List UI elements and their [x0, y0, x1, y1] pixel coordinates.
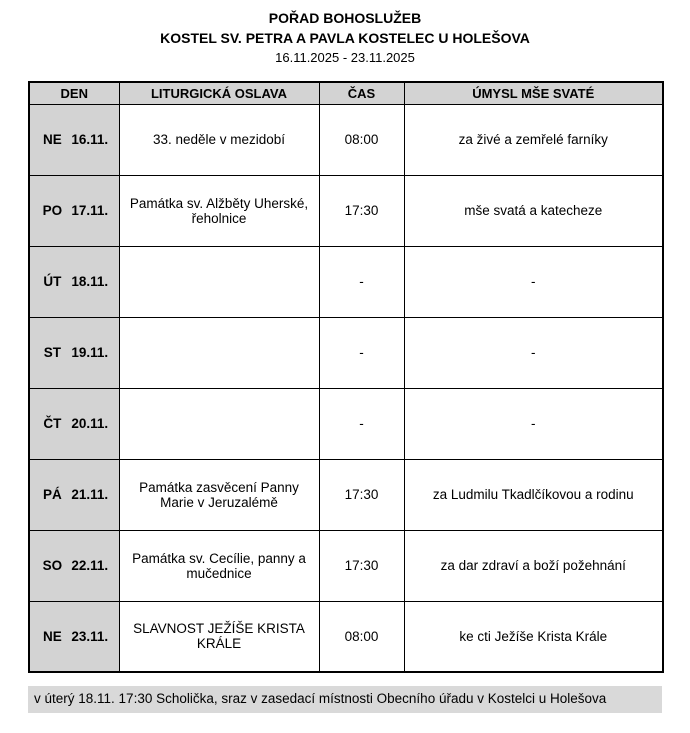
day-cell: [29, 459, 119, 530]
time-cell: -: [319, 388, 404, 459]
time-cell: 08:00: [319, 104, 404, 175]
footer-note: v úterý 18.11. 17:30 Scholička, sraz v zasedací místnosti Obecního úřadu v Kostelci u Holešova: [28, 686, 662, 713]
table-row: [29, 388, 663, 459]
date-range: 16.11.2025 - 23.11.2025: [275, 50, 415, 65]
day-cell: [29, 175, 119, 246]
schedule-table: [28, 81, 664, 673]
celebration-cell: 33. neděle v mezidobí: [119, 104, 319, 175]
day-abbr: ST: [43, 345, 61, 360]
day-date: 16.11.: [71, 132, 109, 147]
celebration-cell: SLAVNOST JEŽÍŠE KRISTA KRÁLE: [119, 601, 319, 672]
day-date: 23.11.: [71, 628, 109, 644]
day-date: 18.11.: [71, 274, 109, 289]
table-row: [29, 530, 663, 601]
day-cell: [29, 246, 119, 317]
page-subtitle: KOSTEL SV. PETRA A PAVLA KOSTELEC U HOLEŠOVA: [160, 30, 530, 46]
day-cell: [29, 317, 119, 388]
day-date: 21.11.: [71, 487, 109, 502]
day-cell: [29, 104, 119, 175]
celebration-cell: [119, 246, 319, 317]
time-cell: 17:30: [319, 175, 404, 246]
intention-cell: -: [404, 317, 663, 388]
day-cell: [29, 530, 119, 601]
column-header-cas: ČAS: [319, 82, 404, 104]
day-date: 19.11.: [71, 345, 109, 360]
document-header: [28, 8, 662, 67]
celebration-cell: Památka sv. Alžběty Uherské, řeholnice: [119, 175, 319, 246]
intention-cell: za Ludmilu Tkadlčíkovou a rodinu: [404, 459, 663, 530]
day-date: 17.11.: [71, 203, 109, 218]
column-header-umysl: ÚMYSL MŠE SVATÉ: [404, 82, 663, 104]
time-cell: 17:30: [319, 530, 404, 601]
day-cell: [29, 601, 119, 672]
table-header-row: [29, 82, 663, 104]
table-row: [29, 601, 663, 672]
table-row: [29, 104, 663, 175]
time-cell: 17:30: [319, 459, 404, 530]
column-header-liturgicka-oslava: LITURGICKÁ OSLAVA: [119, 82, 319, 104]
celebration-cell: Památka sv. Cecílie, panny a mučednice: [119, 530, 319, 601]
day-abbr: NE: [42, 132, 62, 147]
day-abbr: SO: [42, 558, 63, 573]
day-date: 22.11.: [71, 558, 109, 573]
intention-cell: za živé a zemřelé farníky: [404, 104, 663, 175]
celebration-cell: [119, 388, 319, 459]
time-cell: -: [319, 246, 404, 317]
intention-cell: -: [404, 246, 663, 317]
table-row: [29, 246, 663, 317]
day-abbr: ÚT: [43, 274, 62, 289]
day-date: 20.11.: [71, 416, 109, 431]
page-title: POŘAD BOHOSLUŽEB: [268, 10, 422, 26]
intention-cell: -: [404, 388, 663, 459]
table-row: [29, 459, 663, 530]
intention-cell: za dar zdraví a boží požehnání: [404, 530, 663, 601]
day-abbr: PÁ: [42, 487, 62, 502]
time-cell: 08:00: [319, 601, 404, 672]
day-abbr: NE: [42, 628, 62, 644]
intention-cell: mše svatá a katecheze: [404, 175, 663, 246]
intention-cell: ke cti Ježíše Krista Krále: [404, 601, 663, 672]
time-cell: -: [319, 317, 404, 388]
column-header-den: DEN: [29, 82, 119, 104]
day-cell: [29, 388, 119, 459]
table-row: [29, 175, 663, 246]
day-abbr: PO: [42, 203, 63, 218]
day-abbr: ČT: [43, 416, 62, 431]
celebration-cell: Památka zasvěcení Panny Marie v Jeruzalémě: [119, 459, 319, 530]
table-row: [29, 317, 663, 388]
celebration-cell: [119, 317, 319, 388]
